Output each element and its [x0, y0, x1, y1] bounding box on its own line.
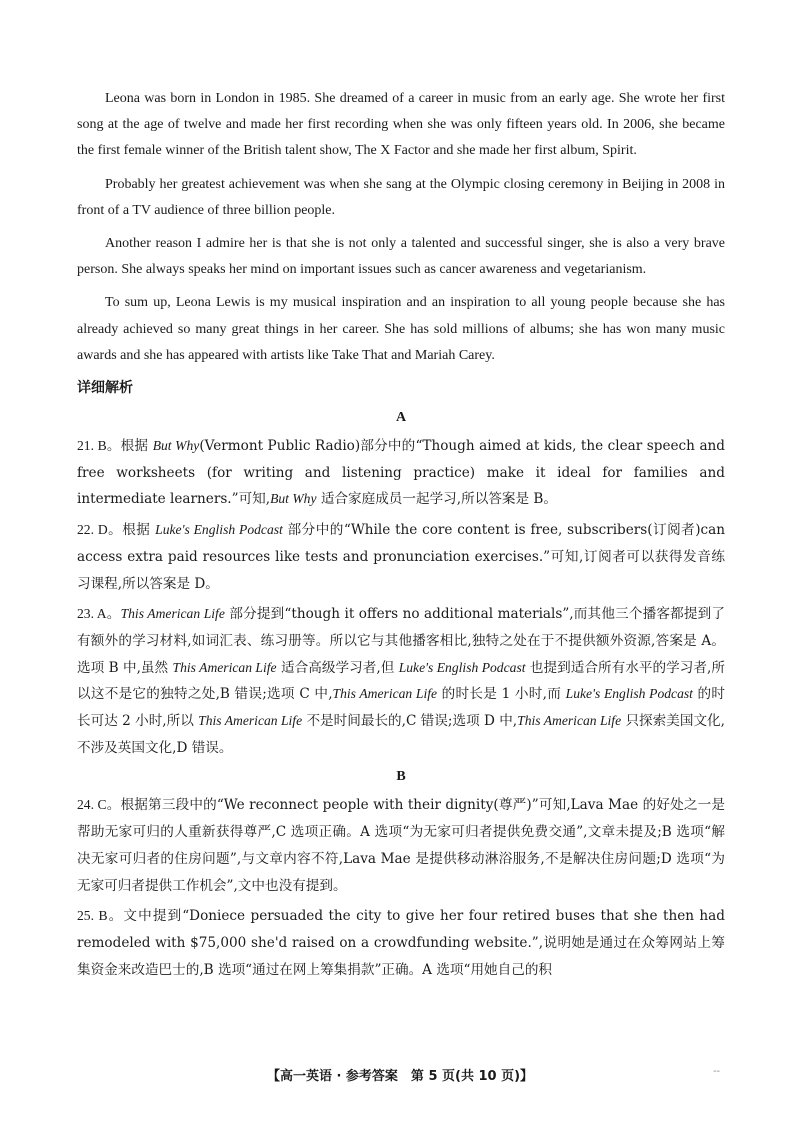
section-label-a: A [395, 410, 407, 426]
item-text: 部分提到“though it offers no additional materials”,而其他三个播客都提到了有额外的学习材料,如词汇表、练习册等。所以它与其他播客相比,独特之处在于不提供额外资源,答案是 A。选项 B 中,虽然 [77, 606, 725, 676]
item-text: 只探索美国文化,不涉及英国文化,D 错误。 [77, 713, 725, 756]
essay-paragraph: Leona was born in London in 1985. She dreamed of a career in music from an early age. She wrote her first song at the age of twelve and made her first recording when she was only fifteen years old. In 2006, she became the first female winner of the British talent show, The X Factor and she made her first album, Spirit. [77, 91, 725, 159]
item-text: (Vermont Public Radio)部分中的“Though aimed at kids, the clear speech and free worksheets (for writing and listening practice) make it ideal for families and intermediate learners.”可知, [77, 438, 725, 508]
item-text: 的时长可达 2 小时,所以 [77, 686, 725, 730]
essay-paragraph: To sum up, Leona Lewis is my musical inspiration and an inspiration to all young people because she has already achieved so many great things in her career. She has sold millions of albums; she has won many music awards and she has appeared with artists like Take That and Mariah Carey. [77, 295, 725, 363]
podcast-title: This American Life [198, 713, 303, 729]
answer-item-21 [77, 433, 725, 513]
answer-item-25 [77, 903, 725, 983]
item-number: 24. C。 [77, 797, 121, 813]
podcast-title: But Why [270, 491, 317, 507]
item-text: 文中提到“Doniece persuaded the city to give her four retired buses that she then had remodeled with $75,000 she'd raised on a crowdfunding website.”,说明她是通过在众筹网站上筹集资金来改造巴士的,B 选项“通过在网上筹集捐款”正确。A 选项“用她自己的积 [77, 908, 725, 978]
scan-mark: -- [713, 1066, 720, 1077]
item-text: 部分中的“While the core content is free, subscribers(订阅者)can access extra paid resources like tests and pronunciation exercises.”可知,订阅者可以获得发音练习课程,所以答案是 D。 [77, 522, 725, 592]
section-label-b: B [396, 769, 406, 785]
podcast-title: This American Life [332, 686, 438, 702]
item-number: 25. B。 [77, 908, 124, 924]
item-text: 根据 [120, 438, 149, 455]
essay-paragraph: Another reason I admire her is that she is not only a talented and successful singer, she is also a very brave person. She always speaks her mind on important issues such as cancer awareness and vegetarianism. [77, 236, 725, 278]
page-footer: 【高一英语 · 参考答案 第 5 页(共 10 页)】 [266, 1069, 534, 1084]
podcast-title: Luke's English Podcast [565, 686, 693, 702]
item-number: 21. B。 [77, 438, 121, 454]
analysis-heading: 详细解析 [77, 380, 133, 397]
item-text: 也提到适合所有水平的学习者,所以这不是它的独特之处,B 错误;选项 C 中, [77, 659, 725, 703]
answer-item-23 [77, 601, 725, 761]
answer-item-22 [77, 517, 725, 597]
answer-item-24 [77, 792, 725, 899]
item-text: 适合高级学习者,但 [280, 659, 395, 676]
model-essay [77, 86, 725, 369]
item-number: 22. D。 [77, 522, 123, 538]
podcast-title: Luke's English Podcast [398, 659, 526, 675]
item-text: 根据 [122, 522, 151, 539]
podcast-title: This American Life [172, 659, 277, 675]
item-text: 不是时间最长的,C 错误;选项 D 中, [306, 713, 518, 730]
podcast-title: This American Life [517, 713, 622, 729]
item-number: 23. A。 [77, 606, 121, 622]
item-text: 的时长是 1 小时,而 [441, 686, 562, 703]
item-text: 适合家庭成员一起学习,所以答案是 B。 [320, 491, 557, 508]
podcast-title: Luke's English Podcast [155, 522, 283, 538]
item-text: 根据第三段中的“We reconnect people with their dignity(尊严)”可知,Lava Mae 的好处之一是帮助无家可归的人重新获得尊严,C 选项正确。A 选项“为无家可归者提供免费交通”,文章未提及;B 选项“解决无家可归者的住房问题”,与文章内容不符,Lava Mae 是提供移动淋浴服务,不是解决住房问题;D 选项“为无家可归者提供工作机会”,文中也没有提到。 [77, 797, 725, 894]
podcast-title: But Why [152, 438, 200, 454]
podcast-title: This American Life [120, 606, 225, 622]
essay-paragraph: Probably her greatest achievement was when she sang at the Olympic closing ceremony in Beijing in 2008 in front of a TV audience of three billion people. [77, 176, 725, 218]
